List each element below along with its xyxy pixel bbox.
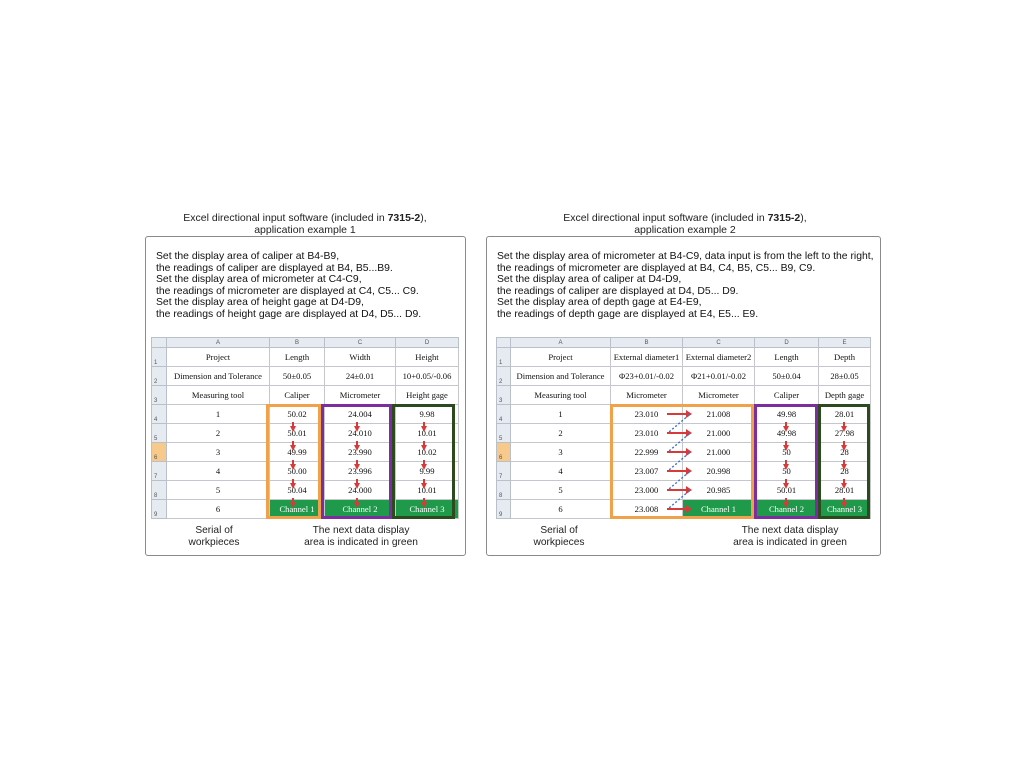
panel1-caption-green [286, 525, 436, 549]
panel1-title-tail: ), [420, 212, 427, 224]
cell[interactable]: Micrometer [325, 386, 396, 405]
panel1-desc-line: Set the display area of caliper at B4-B9, [156, 251, 340, 262]
row-header[interactable]: 7 [497, 462, 511, 481]
sheet-row [152, 481, 459, 500]
next-display-cell-channel-3[interactable]: Channel 3 [819, 500, 871, 519]
panel2-desc-line: Set the display area of caliper at D4-D9, [497, 274, 682, 286]
sheet-row [497, 367, 871, 386]
dotted-return-line [669, 415, 689, 432]
next-display-cell-channel-1[interactable]: Channel 1 [270, 500, 325, 519]
sheet-row [152, 424, 459, 443]
select-all-corner[interactable] [152, 338, 167, 348]
cell[interactable]: 23.990 [325, 443, 396, 462]
panel2-description [497, 251, 874, 321]
column-header[interactable]: D [755, 338, 819, 348]
cell[interactable]: 27.98 [819, 424, 871, 443]
cell[interactable]: 50.01 [270, 424, 325, 443]
sheet-row [152, 405, 459, 424]
cell[interactable]: 21.000 [683, 443, 755, 462]
caption-line: The next data display [741, 525, 839, 536]
panel2-desc-line: the readings of depth gage are displayed at E4, E5... E9. [497, 308, 759, 320]
cell[interactable]: Φ23+0.01/-0.02 [611, 367, 683, 386]
cell[interactable]: 50±0.04 [755, 367, 819, 386]
panel1-desc-line: the readings of height gage are displayed at D4, D5... D9. [156, 308, 422, 320]
cell[interactable]: Dimension and Tolerance [511, 367, 611, 386]
cell[interactable]: 3 [167, 443, 270, 462]
panel2-caption-serial [519, 525, 599, 549]
cell[interactable]: 28.01 [819, 405, 871, 424]
cell[interactable]: 49.98 [755, 405, 819, 424]
cell[interactable]: 9.98 [396, 405, 459, 424]
column-header[interactable]: C [325, 338, 396, 348]
panel1-spreadsheet [151, 337, 459, 519]
row-header[interactable]: 3 [497, 386, 511, 405]
column-header[interactable]: D [396, 338, 459, 348]
column-header-row [497, 338, 871, 348]
cell[interactable]: 49.98 [755, 424, 819, 443]
column-header[interactable]: B [270, 338, 325, 348]
cell[interactable]: Height gage [396, 386, 459, 405]
cell[interactable]: 21.008 [683, 405, 755, 424]
row-header[interactable]: 2 [497, 367, 511, 386]
panel1-title-model: 7315-2 [387, 212, 421, 224]
cell[interactable]: 1 [167, 405, 270, 424]
dotted-return-path-icon [665, 413, 695, 513]
next-display-cell-channel-1[interactable]: Channel 1 [683, 500, 755, 519]
cell[interactable]: 24.000 [325, 481, 396, 500]
cell[interactable]: 6 [511, 500, 611, 519]
cell[interactable]: 6 [167, 500, 270, 519]
panel2-desc-line: the readings of micrometer are displayed at B4, C4, B5, C5... B9, C9. [497, 262, 816, 274]
column-header-row [152, 338, 459, 348]
cell[interactable]: 50.00 [270, 462, 325, 481]
row-header[interactable]: 8 [152, 481, 167, 500]
cell[interactable]: 4 [167, 462, 270, 481]
row-header[interactable]: 5 [152, 424, 167, 443]
row-header[interactable]: 8 [497, 481, 511, 500]
cell[interactable]: 23.996 [325, 462, 396, 481]
cell[interactable]: 28 [819, 462, 871, 481]
dotted-return-line [669, 434, 689, 451]
panel2-title-text: Excel directional input software (included in [563, 212, 768, 224]
cell[interactable]: 4 [511, 462, 611, 481]
panel2-subtitle: application example 2 [634, 224, 736, 236]
sheet-row [497, 348, 871, 367]
cell[interactable]: Caliper [270, 386, 325, 405]
panel1-desc-line: the readings of caliper are displayed at B4, B5...B9. [156, 262, 393, 274]
column-header[interactable]: A [511, 338, 611, 348]
cell[interactable]: 23.008 [611, 500, 683, 519]
cell[interactable]: 49.99 [270, 443, 325, 462]
cell[interactable]: 50 [755, 443, 819, 462]
cell[interactable]: Height [396, 348, 459, 367]
caption-line: workpieces [533, 537, 585, 548]
panel2-desc-line: the readings of caliper are displayed at D4, D5... D9. [497, 285, 739, 297]
select-all-corner[interactable] [497, 338, 511, 348]
column-header[interactable]: A [167, 338, 270, 348]
sheet-row [152, 462, 459, 481]
row-header-selected[interactable]: 6 [152, 443, 167, 462]
sheet-row [152, 386, 459, 405]
cell[interactable]: Depth gage [819, 386, 871, 405]
cell[interactable]: Project [511, 348, 611, 367]
panel2 [486, 236, 881, 556]
cell[interactable]: Φ21+0.01/-0.02 [683, 367, 755, 386]
cell[interactable]: 23.000 [611, 481, 683, 500]
caption-line: Serial of [540, 525, 578, 536]
cell[interactable]: Micrometer [683, 386, 755, 405]
column-header[interactable]: B [611, 338, 683, 348]
sheet-row [152, 443, 459, 462]
cell[interactable]: 50.04 [270, 481, 325, 500]
panel1-subtitle: application example 1 [254, 224, 356, 236]
cell[interactable]: 20.985 [683, 481, 755, 500]
cell[interactable]: 1 [511, 405, 611, 424]
caption-line: Serial of [195, 525, 233, 536]
sheet-row [152, 500, 459, 519]
cell[interactable]: 50.01 [755, 481, 819, 500]
cell[interactable]: Length [755, 348, 819, 367]
panel1-desc-line: Set the display area of micrometer at C4-C9, [156, 274, 362, 286]
cell[interactable]: Dimension and Tolerance [167, 367, 270, 386]
cell[interactable]: Micrometer [611, 386, 683, 405]
cell[interactable]: 5 [511, 481, 611, 500]
panel1-description [156, 251, 421, 321]
sheet-row [152, 348, 459, 367]
cell[interactable]: Width [325, 348, 396, 367]
sheet-row [497, 386, 871, 405]
row-header[interactable]: 4 [497, 405, 511, 424]
row-header[interactable]: 7 [152, 462, 167, 481]
cell[interactable]: 28 [819, 443, 871, 462]
cell[interactable]: 10+0.05/-0.06 [396, 367, 459, 386]
cell[interactable]: Length [270, 348, 325, 367]
cell[interactable]: 23.007 [611, 462, 683, 481]
cell[interactable]: 28.01 [819, 481, 871, 500]
cell[interactable]: 24.004 [325, 405, 396, 424]
cell[interactable]: Measuring tool [511, 386, 611, 405]
dotted-return-line [669, 453, 689, 470]
cell[interactable]: 50±0.05 [270, 367, 325, 386]
cell[interactable]: Measuring tool [167, 386, 270, 405]
cell[interactable]: 5 [167, 481, 270, 500]
cell[interactable]: 10.01 [396, 481, 459, 500]
row-header[interactable]: 1 [152, 348, 167, 367]
column-header[interactable]: C [683, 338, 755, 348]
cell[interactable]: 50.02 [270, 405, 325, 424]
cell[interactable]: 23.010 [611, 424, 683, 443]
row-header[interactable]: 2 [152, 367, 167, 386]
sheet-row [152, 367, 459, 386]
row-header[interactable]: 3 [152, 386, 167, 405]
row-header[interactable]: 1 [497, 348, 511, 367]
cell[interactable]: Caliper [755, 386, 819, 405]
panel2-desc-line: Set the display area of micrometer at B4-C9, data input is from the left to the right, [497, 251, 874, 262]
cell[interactable]: Depth [819, 348, 871, 367]
panel2-title-model: 7315-2 [767, 212, 801, 224]
caption-line: The next data display [312, 525, 410, 536]
cell[interactable]: 10.01 [396, 424, 459, 443]
panel2-caption-green [715, 525, 865, 549]
panel2-title-tail: ), [800, 212, 807, 224]
cell[interactable]: Project [167, 348, 270, 367]
cell[interactable]: 3 [511, 443, 611, 462]
panel1-desc-line: Set the display area of height gage at D4-D9, [156, 297, 364, 309]
column-header[interactable]: E [819, 338, 871, 348]
caption-line: area is indicated in green [733, 537, 847, 548]
panel1-caption-serial [174, 525, 254, 549]
row-header[interactable]: 9 [152, 500, 167, 519]
caption-line: workpieces [188, 537, 240, 548]
row-header[interactable]: 9 [497, 500, 511, 519]
cell[interactable]: External diameter1 [611, 348, 683, 367]
row-header[interactable]: 4 [152, 405, 167, 424]
cell[interactable]: 24.010 [325, 424, 396, 443]
panel2-title [525, 212, 845, 236]
row-header[interactable]: 5 [497, 424, 511, 443]
cell[interactable]: 21.000 [683, 424, 755, 443]
panel1-title [145, 212, 465, 236]
panel2-desc-line: Set the display area of depth gage at E4-E9, [497, 297, 702, 309]
cell[interactable]: External diameter2 [683, 348, 755, 367]
next-display-cell-channel-3[interactable]: Channel 3 [396, 500, 459, 519]
cell[interactable]: 2 [511, 424, 611, 443]
panel1-title-text: Excel directional input software (included in [183, 212, 388, 224]
cell[interactable]: 50 [755, 462, 819, 481]
dotted-return-line [669, 472, 689, 489]
cell[interactable]: 2 [167, 424, 270, 443]
next-display-cell-channel-2[interactable]: Channel 2 [755, 500, 819, 519]
next-display-cell-channel-2[interactable]: Channel 2 [325, 500, 396, 519]
cell[interactable]: 9.99 [396, 462, 459, 481]
cell[interactable]: 24±0.01 [325, 367, 396, 386]
cell[interactable]: 10.02 [396, 443, 459, 462]
cell[interactable]: 20.998 [683, 462, 755, 481]
panel1 [145, 236, 466, 556]
panel1-desc-line: the readings of micrometer are displayed at C4, C5... C9. [156, 285, 419, 297]
caption-line: area is indicated in green [304, 537, 418, 548]
cell[interactable]: 28±0.05 [819, 367, 871, 386]
dotted-return-line [669, 491, 689, 508]
cell[interactable]: 22.999 [611, 443, 683, 462]
row-header-selected[interactable]: 6 [497, 443, 511, 462]
cell[interactable]: 23.010 [611, 405, 683, 424]
